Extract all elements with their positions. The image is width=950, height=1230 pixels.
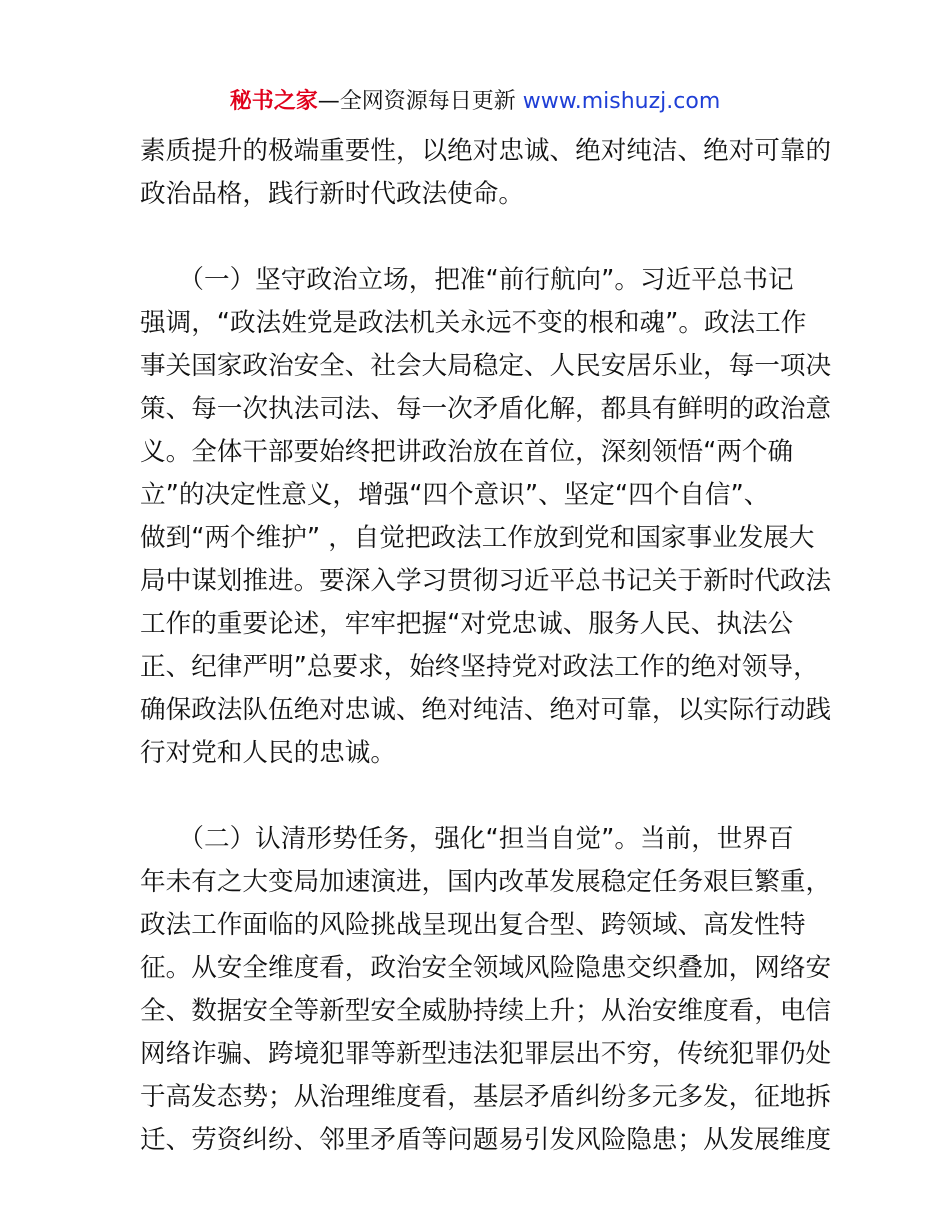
site-name: 秘书之家: [229, 89, 318, 114]
text-line: 局中谋划推进。要深入学习贯彻习近平总书记关于新时代政法: [140, 566, 832, 596]
site-header: [0, 86, 950, 118]
text-line: 做到“两个维护” ，自觉把政法工作放到党和国家事业发展大: [140, 523, 815, 553]
document-body: [140, 130, 832, 1162]
text-line: 年未有之大变局加速演进，国内改革发展稳定任务艰巨繁重，: [140, 867, 832, 897]
text-line: 义。全体干部要始终把讲政治放在首位，深刻领悟“两个确: [140, 437, 794, 467]
text-line: 强调，“政法姓党是政法机关永远不变的根和魂”。政法工作: [140, 308, 807, 338]
site-url-link[interactable]: www.mishuzj.com: [522, 89, 721, 114]
text-line: 征。从安全维度看，政治安全领域风险隐患交织叠加，网络安: [140, 953, 832, 983]
text-line: 全、数据安全等新型安全威胁持续上升；从治安维度看，电信: [140, 996, 832, 1026]
text-line: 政治品格，践行新时代政法使命。: [140, 179, 524, 209]
text-line: 策、每一次执法司法、每一次矛盾化解，都具有鲜明的政治意: [140, 394, 832, 424]
paragraph: [140, 259, 832, 775]
text-line: 工作的重要论述，牢牢把握“对党忠诚、服务人民、执法公: [140, 609, 794, 639]
paragraph: [140, 130, 832, 216]
text-line: 正、纪律严明”总要求，始终坚持党对政法工作的绝对领导，: [140, 652, 819, 682]
text-line: 事关国家政治安全、社会大局稳定、人民安居乐业，每一项决: [140, 351, 832, 381]
text-line: 立”的决定性意义，增强“四个意识”、坚定“四个自信”、: [140, 480, 770, 510]
text-line: （一）坚守政治立场，把准“前行航向”。习近平总书记: [140, 265, 794, 295]
paragraph-spacer: [140, 775, 812, 818]
text-line: 素质提升的极端重要性，以绝对忠诚、绝对纯洁、绝对可靠的: [140, 136, 832, 166]
text-line: 网络诈骗、跨境犯罪等新型违法犯罪层出不穷，传统犯罪仍处: [140, 1039, 832, 1069]
text-line: 于高发态势；从治理维度看，基层矛盾纠纷多元多发，征地拆: [140, 1082, 832, 1112]
paragraph-spacer: [140, 216, 812, 259]
text-line: 行对党和人民的忠诚。: [140, 738, 396, 768]
text-line: 确保政法队伍绝对忠诚、绝对纯洁、绝对可靠，以实际行动践: [140, 695, 832, 725]
text-line: 政法工作面临的风险挑战呈现出复合型、跨领域、高发性特: [140, 910, 806, 940]
site-slogan: —全网资源每日更新: [317, 89, 516, 114]
text-line: （二）认清形势任务，强化“担当自觉”。当前，世界百: [140, 824, 794, 854]
paragraph: [140, 818, 832, 1162]
text-line: 迁、劳资纠纷、邻里矛盾等问题易引发风险隐患；从发展维度: [140, 1125, 832, 1155]
